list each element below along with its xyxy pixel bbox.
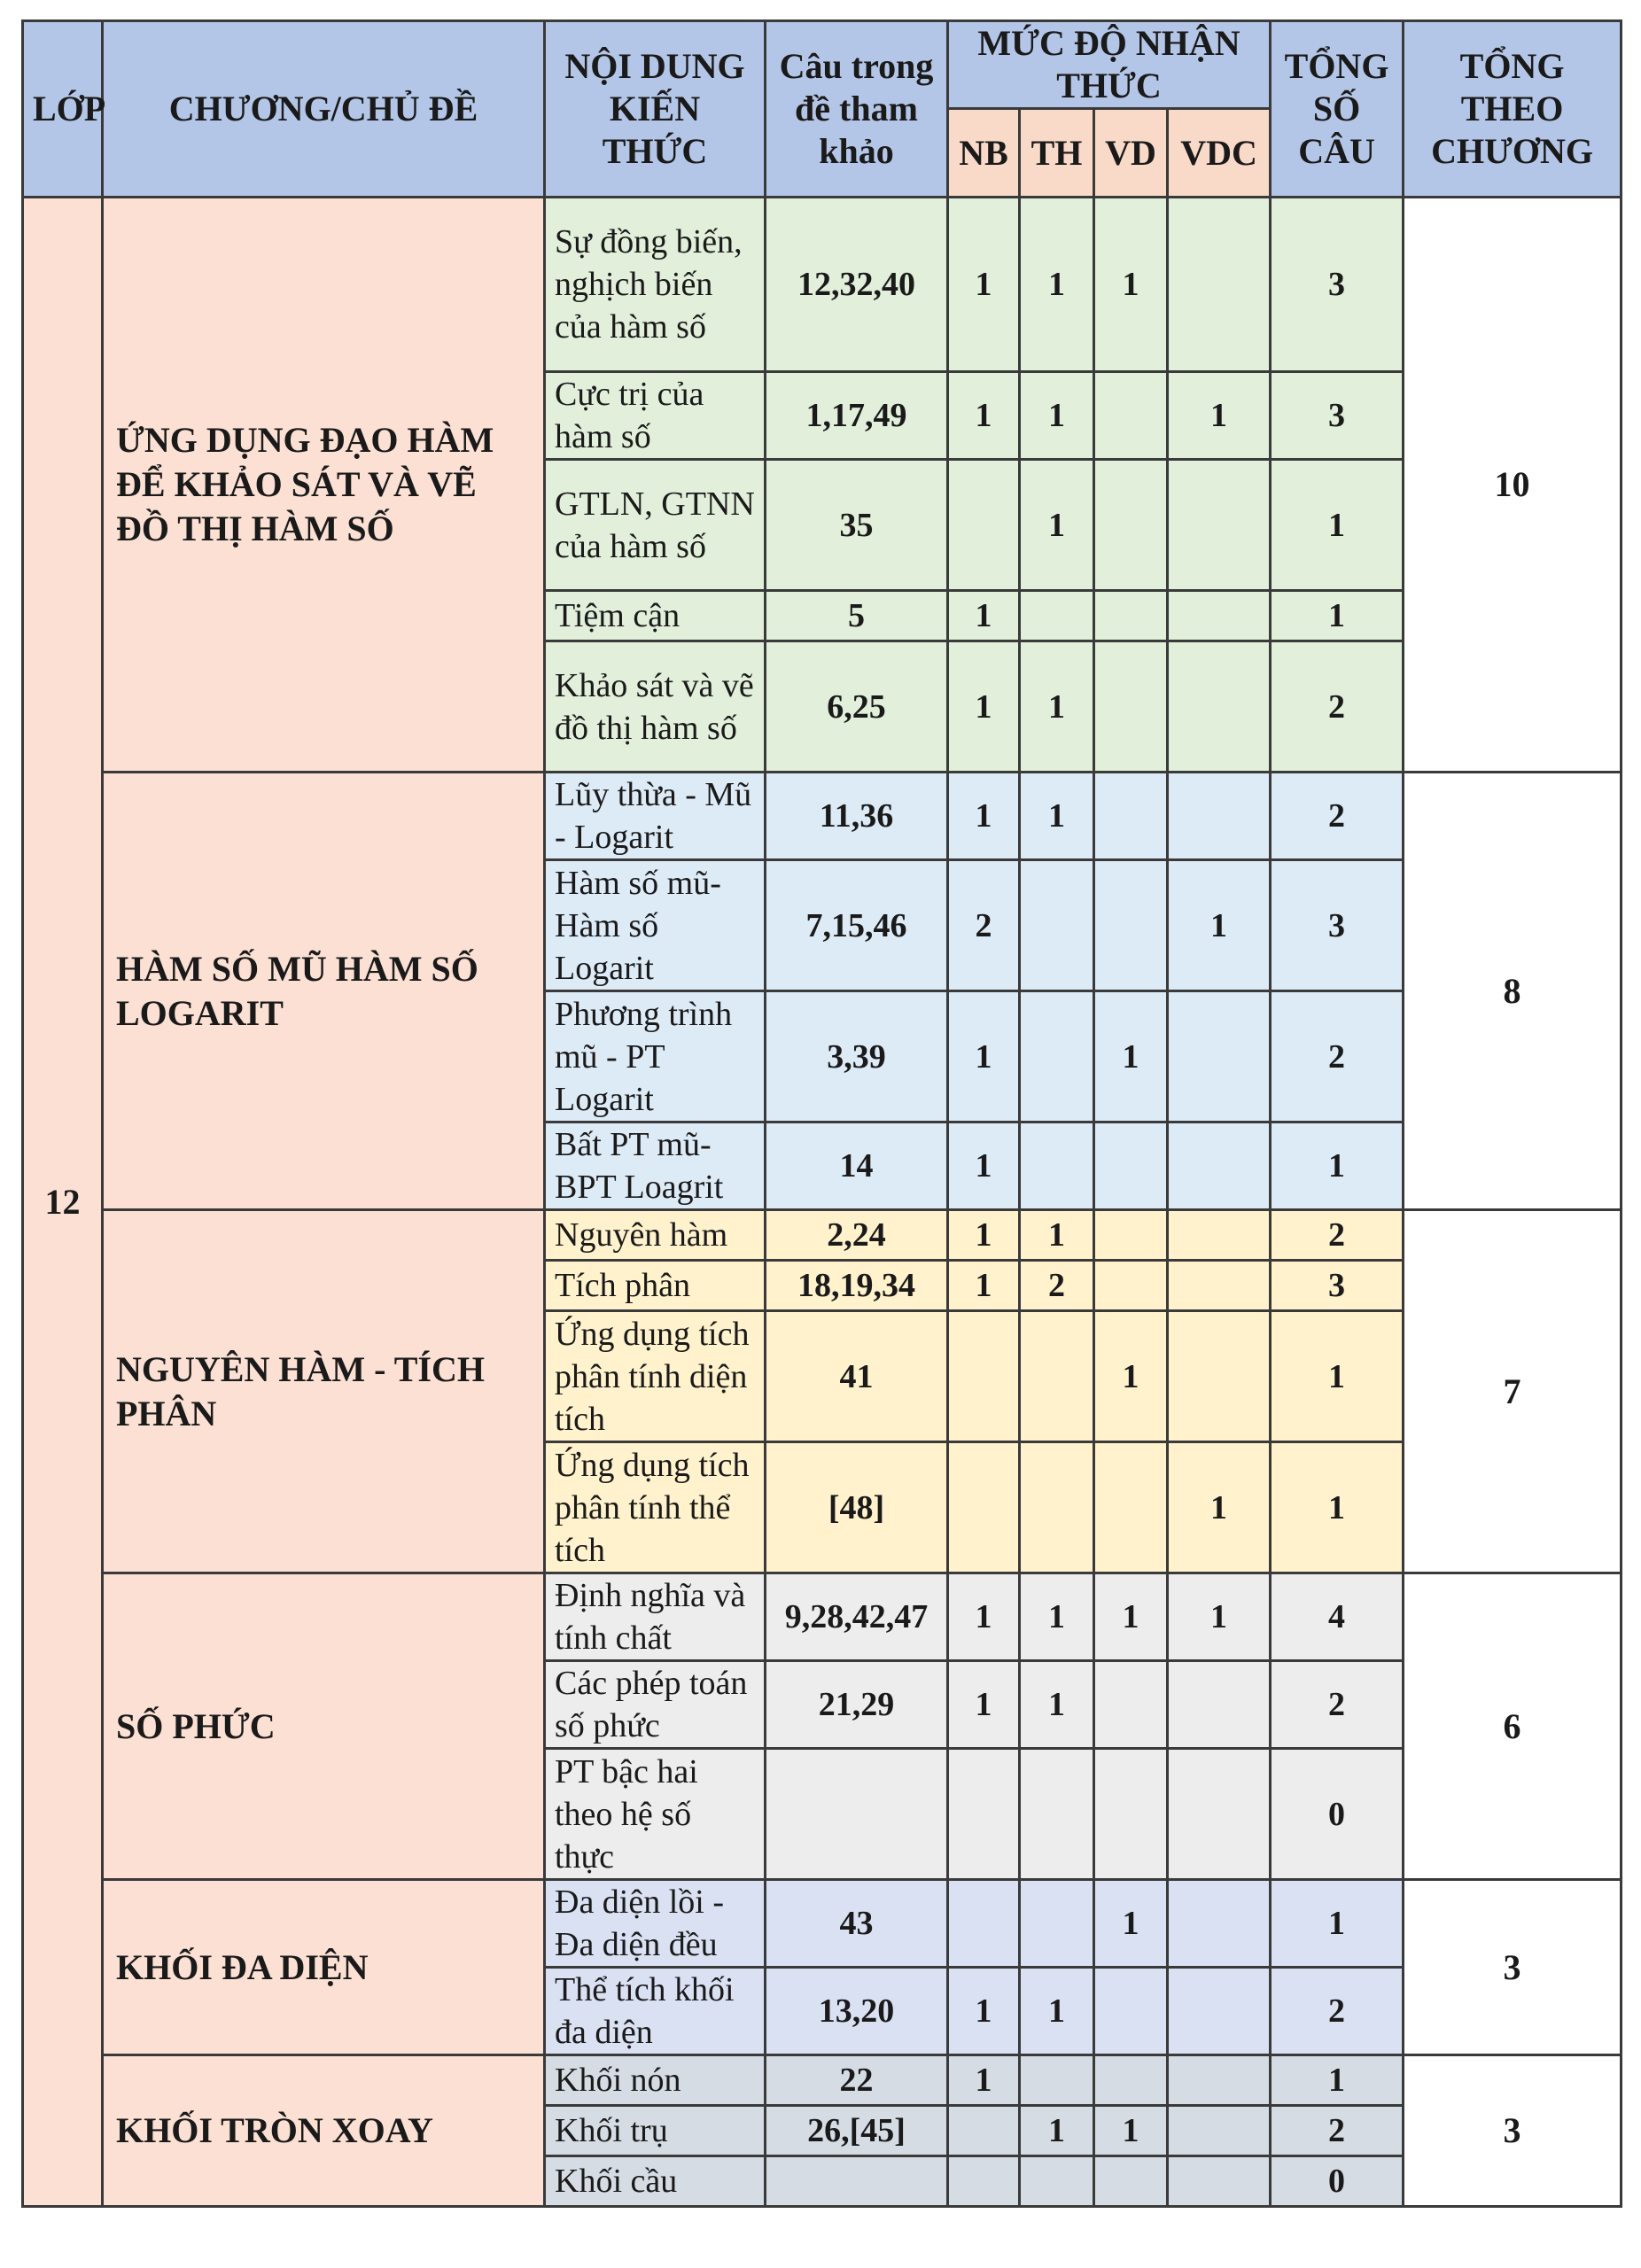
vd-cell xyxy=(1094,372,1168,460)
vd-cell: 1 xyxy=(1094,1880,1168,1968)
topic-cell: Các phép toán số phức xyxy=(545,1661,766,1749)
th-cell xyxy=(1020,591,1094,641)
vdc-cell xyxy=(1168,773,1271,860)
th-cell: 1 xyxy=(1020,1968,1094,2055)
topic-cell: Hàm số mũ- Hàm số Logarit xyxy=(545,860,766,991)
vdc-cell: 1 xyxy=(1168,1573,1271,1661)
chapter-total: 6 xyxy=(1404,1573,1622,1880)
vdc-cell xyxy=(1168,1122,1271,1210)
vdc-cell xyxy=(1168,641,1271,773)
cau-cell: 35 xyxy=(766,460,948,591)
vdc-cell xyxy=(1168,198,1271,372)
vd-cell: 1 xyxy=(1094,1573,1168,1661)
vd-cell xyxy=(1094,860,1168,991)
vd-cell xyxy=(1094,591,1168,641)
topic-cell: Phương trình mũ - PT Logarit xyxy=(545,991,766,1122)
tong-cell: 1 xyxy=(1271,1442,1404,1573)
tong-cell: 2 xyxy=(1271,991,1404,1122)
th-cell: 1 xyxy=(1020,641,1094,773)
chapter-title: ỨNG DỤNG ĐẠO HÀM ĐỂ KHẢO SÁT VÀ VẼ ĐỒ THỊ HÀM SỐ xyxy=(103,198,545,773)
th-cell: 1 xyxy=(1020,1661,1094,1749)
topic-cell: Khảo sát và vẽ đồ thị hàm số xyxy=(545,641,766,773)
tong-cell: 3 xyxy=(1271,860,1404,991)
topic-cell: Tích phân xyxy=(545,1261,766,1311)
th-cell xyxy=(1020,2156,1094,2207)
chapter-title: HÀM SỐ MŨ HÀM SỐ LOGARIT xyxy=(103,773,545,1210)
nb-cell: 1 xyxy=(948,1968,1020,2055)
tong-cell: 2 xyxy=(1271,1210,1404,1261)
nb-cell: 1 xyxy=(948,1210,1020,1261)
cau-cell: 2,24 xyxy=(766,1210,948,1261)
th-cell: 1 xyxy=(1020,460,1094,591)
tong-cell: 1 xyxy=(1271,1880,1404,1968)
cau-cell: 22 xyxy=(766,2055,948,2106)
chapter-total: 3 xyxy=(1404,2055,1622,2207)
nb-cell xyxy=(948,1749,1020,1880)
chapter-total: 3 xyxy=(1404,1880,1622,2055)
vdc-cell xyxy=(1168,2156,1271,2207)
nb-cell: 1 xyxy=(948,198,1020,372)
cau-cell: 12,32,40 xyxy=(766,198,948,372)
table-row xyxy=(23,198,1622,372)
nb-cell: 1 xyxy=(948,773,1020,860)
topic-cell: Cực trị của hàm số xyxy=(545,372,766,460)
header-muc-do: MỨC ĐỘ NHẬN THỨC xyxy=(948,21,1271,109)
nb-cell: 1 xyxy=(948,591,1020,641)
tong-cell: 1 xyxy=(1271,1122,1404,1210)
header-tong-so-cau: TỔNG SỐ CÂU xyxy=(1271,21,1404,198)
nb-cell xyxy=(948,460,1020,591)
table-row xyxy=(23,1880,1622,1968)
vd-cell xyxy=(1094,1749,1168,1880)
header-noi-dung: NỘI DUNG KIẾN THỨC xyxy=(545,21,766,198)
vd-cell xyxy=(1094,1261,1168,1311)
table-row xyxy=(23,1573,1622,1661)
header-chuong: CHƯƠNG/CHỦ ĐỀ xyxy=(103,21,545,198)
th-cell xyxy=(1020,1880,1094,1968)
topic-cell: Khối nón xyxy=(545,2055,766,2106)
cau-cell: 9,28,42,47 xyxy=(766,1573,948,1661)
cau-cell: 11,36 xyxy=(766,773,948,860)
nb-cell xyxy=(948,1880,1020,1968)
vd-cell xyxy=(1094,2055,1168,2106)
topic-cell: Bất PT mũ- BPT Loagrit xyxy=(545,1122,766,1210)
cau-cell: 26,[45] xyxy=(766,2106,948,2156)
nb-cell xyxy=(948,1311,1020,1442)
th-cell: 2 xyxy=(1020,1261,1094,1311)
tong-cell: 2 xyxy=(1271,1661,1404,1749)
chapter-title: KHỐI ĐA DIỆN xyxy=(103,1880,545,2055)
tong-cell: 3 xyxy=(1271,372,1404,460)
tong-cell: 1 xyxy=(1271,591,1404,641)
vdc-cell xyxy=(1168,1968,1271,2055)
vdc-cell: 1 xyxy=(1168,372,1271,460)
th-cell: 1 xyxy=(1020,1210,1094,1261)
vd-cell xyxy=(1094,2156,1168,2207)
vd-cell xyxy=(1094,641,1168,773)
cau-cell: [48] xyxy=(766,1442,948,1573)
tong-cell: 1 xyxy=(1271,2055,1404,2106)
cau-cell: 7,15,46 xyxy=(766,860,948,991)
header-vdc: VDC xyxy=(1168,109,1271,198)
chapter-title: SỐ PHỨC xyxy=(103,1573,545,1880)
cau-cell: 21,29 xyxy=(766,1661,948,1749)
th-cell: 1 xyxy=(1020,2106,1094,2156)
topic-cell: PT bậc hai theo hệ số thực xyxy=(545,1749,766,1880)
nb-cell: 1 xyxy=(948,1661,1020,1749)
matrix-table xyxy=(21,19,1622,2208)
tong-cell: 3 xyxy=(1271,198,1404,372)
vdc-cell xyxy=(1168,2106,1271,2156)
nb-cell: 1 xyxy=(948,1122,1020,1210)
chapter-total: 10 xyxy=(1404,198,1622,773)
th-cell xyxy=(1020,1749,1094,1880)
tong-cell: 1 xyxy=(1271,1311,1404,1442)
vdc-cell xyxy=(1168,1880,1271,1968)
topic-cell: Đa diện lồi - Đa diện đều xyxy=(545,1880,766,1968)
header-vd: VD xyxy=(1094,109,1168,198)
vdc-cell xyxy=(1168,1210,1271,1261)
tong-cell: 0 xyxy=(1271,1749,1404,1880)
tong-cell: 2 xyxy=(1271,1968,1404,2055)
vdc-cell xyxy=(1168,1749,1271,1880)
cau-cell: 41 xyxy=(766,1311,948,1442)
th-cell xyxy=(1020,860,1094,991)
topic-cell: GTLN, GTNN của hàm số xyxy=(545,460,766,591)
vd-cell: 1 xyxy=(1094,1311,1168,1442)
chapter-title: NGUYÊN HÀM - TÍCH PHÂN xyxy=(103,1210,545,1573)
vdc-cell xyxy=(1168,2055,1271,2106)
vd-cell xyxy=(1094,1210,1168,1261)
vd-cell xyxy=(1094,1442,1168,1573)
cau-cell: 3,39 xyxy=(766,991,948,1122)
vd-cell xyxy=(1094,773,1168,860)
th-cell xyxy=(1020,1442,1094,1573)
cau-cell: 5 xyxy=(766,591,948,641)
nb-cell xyxy=(948,1442,1020,1573)
vd-cell: 1 xyxy=(1094,2106,1168,2156)
tong-cell: 2 xyxy=(1271,641,1404,773)
vdc-cell: 1 xyxy=(1168,1442,1271,1573)
vd-cell: 1 xyxy=(1094,991,1168,1122)
vdc-cell: 1 xyxy=(1168,860,1271,991)
header-tong-theo-chuong: TỔNG THEO CHƯƠNG xyxy=(1404,21,1622,198)
chapter-total: 8 xyxy=(1404,773,1622,1210)
tong-cell: 3 xyxy=(1271,1261,1404,1311)
vd-cell xyxy=(1094,1968,1168,2055)
vdc-cell xyxy=(1168,460,1271,591)
vdc-cell xyxy=(1168,991,1271,1122)
cau-cell: 1,17,49 xyxy=(766,372,948,460)
nb-cell xyxy=(948,2156,1020,2207)
tong-cell: 2 xyxy=(1271,2106,1404,2156)
vd-cell xyxy=(1094,1661,1168,1749)
chapter-total: 7 xyxy=(1404,1210,1622,1573)
th-cell xyxy=(1020,1311,1094,1442)
th-cell: 1 xyxy=(1020,1573,1094,1661)
vd-cell xyxy=(1094,460,1168,591)
cau-cell: 13,20 xyxy=(766,1968,948,2055)
th-cell: 1 xyxy=(1020,773,1094,860)
topic-cell: Thể tích khối đa diện xyxy=(545,1968,766,2055)
table-row xyxy=(23,1210,1622,1261)
vdc-cell xyxy=(1168,591,1271,641)
th-cell xyxy=(1020,1122,1094,1210)
cau-cell: 14 xyxy=(766,1122,948,1210)
header-cau: Câu trong đề tham khảo xyxy=(766,21,948,198)
topic-cell: Nguyên hàm xyxy=(545,1210,766,1261)
table-row xyxy=(23,773,1622,860)
nb-cell xyxy=(948,2106,1020,2156)
topic-cell: Tiệm cận xyxy=(545,591,766,641)
th-cell xyxy=(1020,991,1094,1122)
chapter-title: KHỐI TRÒN XOAY xyxy=(103,2055,545,2207)
cau-cell: 43 xyxy=(766,1880,948,1968)
header-lop: LỚP xyxy=(23,21,103,198)
vdc-cell xyxy=(1168,1311,1271,1442)
vd-cell: 1 xyxy=(1094,198,1168,372)
topic-cell: Định nghĩa và tính chất xyxy=(545,1573,766,1661)
matrix-body xyxy=(23,198,1622,2207)
cau-cell: 18,19,34 xyxy=(766,1261,948,1311)
nb-cell: 1 xyxy=(948,1573,1020,1661)
nb-cell: 1 xyxy=(948,641,1020,773)
nb-cell: 1 xyxy=(948,991,1020,1122)
tong-cell: 2 xyxy=(1271,773,1404,860)
vdc-cell xyxy=(1168,1261,1271,1311)
th-cell xyxy=(1020,2055,1094,2106)
cau-cell: 6,25 xyxy=(766,641,948,773)
lop-cell: 12 xyxy=(23,198,103,2207)
table-row xyxy=(23,2055,1622,2106)
tong-cell: 4 xyxy=(1271,1573,1404,1661)
vdc-cell xyxy=(1168,1661,1271,1749)
topic-cell: Lũy thừa - Mũ - Logarit xyxy=(545,773,766,860)
th-cell: 1 xyxy=(1020,198,1094,372)
topic-cell: Ứng dụng tích phân tính diện tích xyxy=(545,1311,766,1442)
cau-cell xyxy=(766,2156,948,2207)
tong-cell: 1 xyxy=(1271,460,1404,591)
nb-cell: 1 xyxy=(948,1261,1020,1311)
nb-cell: 1 xyxy=(948,372,1020,460)
nb-cell: 1 xyxy=(948,2055,1020,2106)
topic-cell: Khối trụ xyxy=(545,2106,766,2156)
th-cell: 1 xyxy=(1020,372,1094,460)
cau-cell xyxy=(766,1749,948,1880)
header-nb: NB xyxy=(948,109,1020,198)
header-th: TH xyxy=(1020,109,1094,198)
topic-cell: Khối cầu xyxy=(545,2156,766,2207)
nb-cell: 2 xyxy=(948,860,1020,991)
topic-cell: Sự đồng biến, nghịch biến của hàm số xyxy=(545,198,766,372)
tong-cell: 0 xyxy=(1271,2156,1404,2207)
vd-cell xyxy=(1094,1122,1168,1210)
topic-cell: Ứng dụng tích phân tính thể tích xyxy=(545,1442,766,1573)
